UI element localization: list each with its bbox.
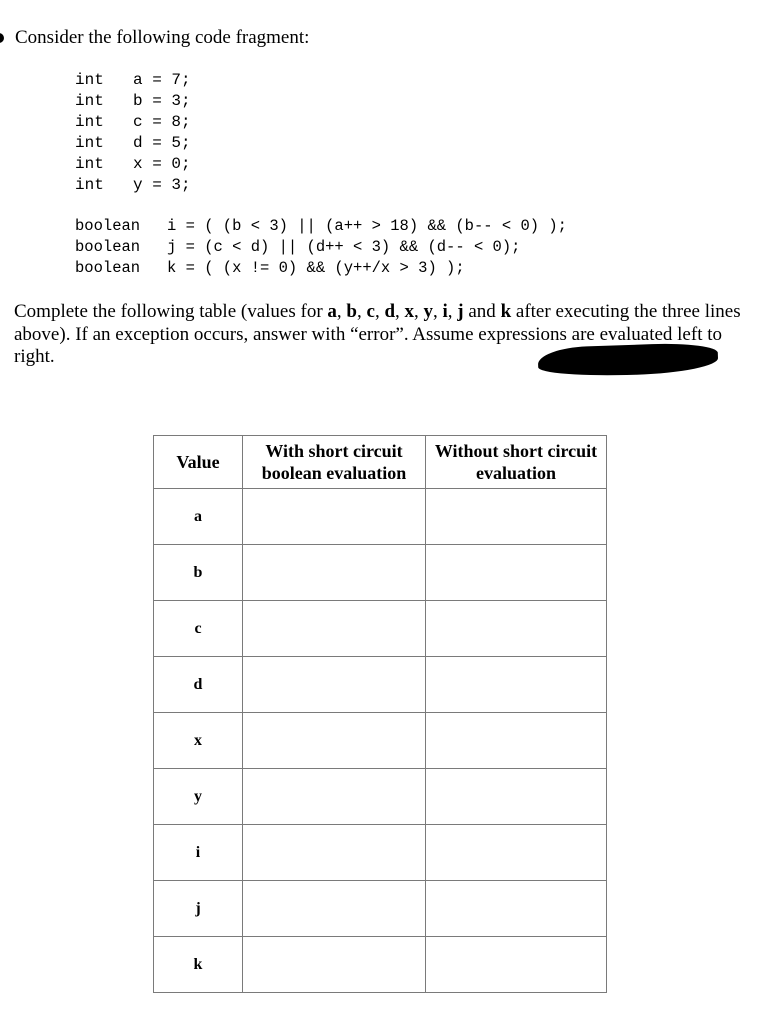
table-header-row	[154, 436, 607, 489]
row-label: i	[154, 825, 243, 881]
answer-cell-short[interactable]	[243, 881, 426, 937]
answer-cell-short[interactable]	[243, 601, 426, 657]
row-label: b	[154, 545, 243, 601]
answer-cell-full[interactable]	[426, 489, 607, 545]
row-label: y	[154, 769, 243, 825]
table-row	[154, 657, 607, 713]
table-row	[154, 825, 607, 881]
answer-cell-short[interactable]	[243, 937, 426, 993]
header-value: Value	[154, 436, 243, 489]
row-label: d	[154, 657, 243, 713]
code-line-j: boolean j = (c < d) || (d++ < 3) && (d-- < 0);	[75, 238, 521, 256]
row-label: k	[154, 937, 243, 993]
code-line-d: int d = 5;	[75, 134, 191, 152]
answer-cell-short[interactable]	[243, 489, 426, 545]
code-line-c: int c = 8;	[75, 113, 191, 131]
code-line-k: boolean k = ( (x != 0) && (y++/x > 3) );	[75, 259, 465, 277]
answer-cell-short[interactable]	[243, 769, 426, 825]
answer-cell-short[interactable]	[243, 713, 426, 769]
answer-cell-full[interactable]	[426, 545, 607, 601]
table-row	[154, 937, 607, 993]
table-row	[154, 489, 607, 545]
row-label: x	[154, 713, 243, 769]
row-label: j	[154, 881, 243, 937]
table-row	[154, 769, 607, 825]
answer-cell-full[interactable]	[426, 881, 607, 937]
table-row	[154, 545, 607, 601]
answer-cell-short[interactable]	[243, 545, 426, 601]
answer-cell-full[interactable]	[426, 601, 607, 657]
table-row	[154, 713, 607, 769]
header-short-circuit: With short circuit boolean evaluation	[243, 436, 426, 489]
header-no-short-circuit: Without short circuit evaluation	[426, 436, 607, 489]
code-line-x: int x = 0;	[75, 155, 191, 173]
code-line-a: int a = 7;	[75, 71, 191, 89]
answer-cell-full[interactable]	[426, 713, 607, 769]
code-line-i: boolean i = ( (b < 3) || (a++ > 18) && (b-- < 0) );	[75, 217, 567, 235]
instructions-paragraph: Complete the following table (values for a, b, c, d, x, y, i, j and k after executing the three lines above). If an exception occurs, answer with “error”. Assume expressions are evaluated left to right.	[14, 301, 741, 367]
answer-cell-full[interactable]	[426, 825, 607, 881]
bullet-marker	[0, 33, 4, 43]
answer-cell-full[interactable]	[426, 937, 607, 993]
answer-cell-short[interactable]	[243, 657, 426, 713]
table-row	[154, 881, 607, 937]
row-label: a	[154, 489, 243, 545]
code-line-b: int b = 3;	[75, 92, 191, 110]
answer-table	[153, 435, 607, 993]
row-label: c	[154, 601, 243, 657]
intro-text: Consider the following code fragment:	[15, 27, 310, 48]
answer-cell-full[interactable]	[426, 657, 607, 713]
table-row	[154, 601, 607, 657]
answer-cell-full[interactable]	[426, 769, 607, 825]
answer-cell-short[interactable]	[243, 825, 426, 881]
code-line-y: int y = 3;	[75, 176, 191, 194]
